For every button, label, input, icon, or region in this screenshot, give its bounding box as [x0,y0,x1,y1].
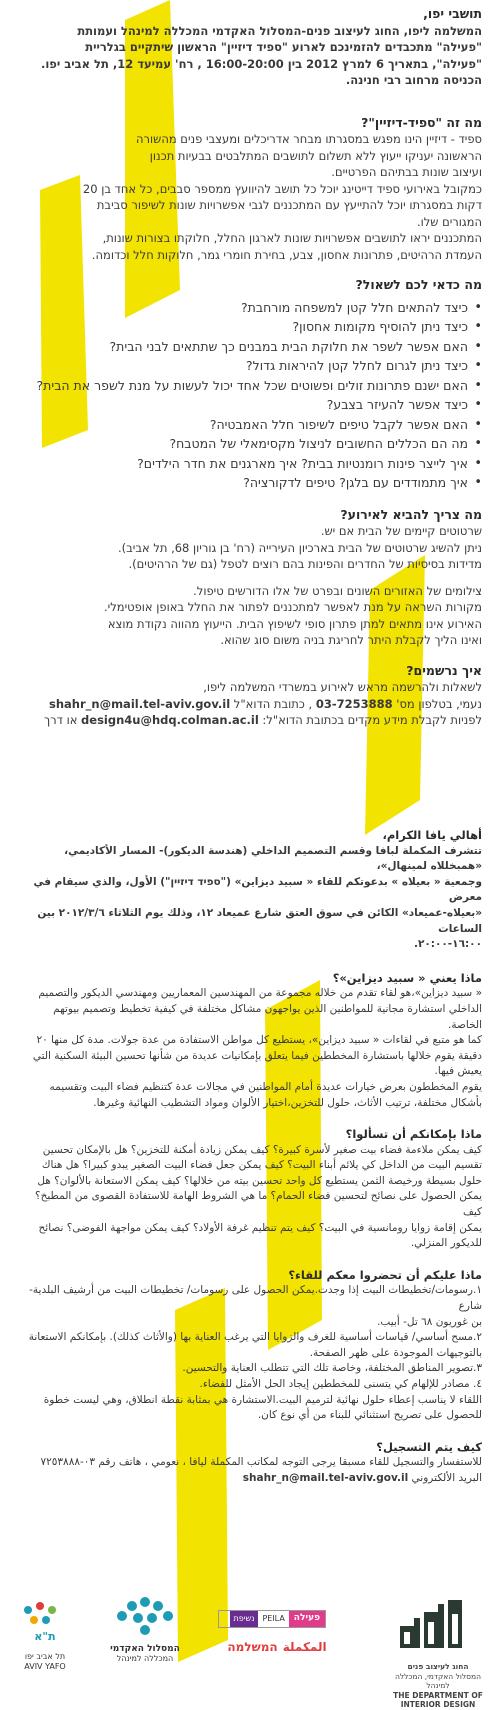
list-item: • כיצד אפשר להעיזר בצבע? [18,395,482,415]
peila-logo [218,1610,326,1634]
he-paragraph-line: המתכננים יראו לתושבים אפשרויות שונות לארגון החלל, חלוקתו בצורות שונות, [102,231,482,245]
he-register-line [18,696,482,713]
list-item: • כיצד ניתן לגרום לחלל קטן להיראות גדול? [18,356,482,376]
he-register-text: או דרך [43,713,82,727]
he-paragraph-line: ספיד - דיזיין הינו מפגש במסגרתו מבחר אדריכלים ומעצבי פנים מהשורה [136,132,482,146]
tlv-en: AVIV YAFO [24,1662,66,1671]
hebrew-section [18,6,482,729]
peila-tag: נשיפת [230,1611,259,1627]
list-item: • איך מתמודדים עם בלגן? טיפים לדקורציה? [18,473,482,493]
ar-intro-line: ١٦:٠٠-٢٠:٠٠. [413,938,482,951]
email-link[interactable]: shahr_n@mail.tel-aviv.gov.il [242,1471,409,1484]
he-paragraph-line: דקות במסגרתו יוכל להתייעץ עם המתכננים לגבי אפשרויות שונות לשיפור סביבת [96,198,482,212]
he-paragraph-line: הראשונה יעניקו ייעוץ ללא תשלום לתושבים המתלבטים בבעיות תכנון [149,148,482,163]
he-register-text: , כתובת הדוא"ל [230,696,316,711]
he-paragraph-line: המגורים שלו. [416,214,482,229]
list-item: • האם אפשר לשפר את חלוקת הבית במבנים כך שתתאים לבני הבית? [18,337,482,357]
list-item: • האם ישנם פתרונות זולים ופשוטים שכל אחד יכול לעשות על מנת לשפר את הבית? [18,376,482,396]
academic-logo-text [100,1644,190,1664]
dept-en-2: INTERIOR DESIGN [400,1700,476,1709]
he-paragraph-line: ואינו הליך לקבלת היתר לחריגת בניה משום סוג שהוא. [220,633,482,647]
ar-paragraph-line: يعيش فيها. [434,1065,482,1078]
ar-register-title: كيف يتم التسجيل؟ [376,1439,482,1454]
he-paragraph-line: ניתן להשיג שרטוטים של הבית בארכיון העירייה (רח' בן גוריון 68, תל אביב). [117,540,482,555]
ar-paragraph-line: يمكن الحصول على نصائح لتحسين فضاء الحمام؟ ما هي الشروط الهامة للاستفادة القصوى من المطبخ؟ كيف [35,1190,482,1219]
ar-paragraph-line: كيف يمكن ملاءمة فضاء بيت صغير لأسرة كبيرة؟ كيف يمكن زيادة أمكنة للتخزين؟ هل بالإمكان تحسين [42,1143,482,1156]
he-paragraph-line: כמקובל באירועי ספיד דייטינג יוכל כל תושב להיוועץ ממספר סבבים, כל אחד בן 20 [82,181,482,196]
he-register-text: נעמי, בטלפון מס' [392,696,482,711]
he-register-title: איך נרשמים? [406,662,482,678]
interior-design-logo [392,1592,472,1656]
ar-intro-line: وجمعية « بعيلاه » بدعوتكم للقاء « سبيد ديزاين» ("ספיד דיזיין") الأول، والذي سيقام في معرض [33,875,482,904]
dept-he-1: החוג לעיצוב פנים [407,1662,469,1671]
list-item: • מה הם הכללים החשובים לניצול מקסימאלי של המטבח? [18,434,482,454]
ar-register-line: للاستفسار والتسجيل للقاء مسبقا يرجى التوجه لمكاتب المكملة ليافا ، نعومي ، هاتف رقم ٠٣-٧٢٥٣٨٨٨ [40,1456,482,1469]
arabic-section [18,828,482,1487]
ar-paragraph-line: اللقاء لا يناسب إعطاء حلول نهائية لترميم البيت.الاستشارة هي بمثابة نقطة انطلاق، وهي ليست خطوة [43,1393,482,1406]
ar-paragraph-line: الداخلي استشارة مجانية للمواطنين الذين يواجهون مشاكل مختلفة في كيفية تخطيط وتصميم بيوتهم [53,1002,482,1015]
he-paragraph-line: מדידות בסיסיות של החדרים והפינות בהם רוצים לטפל (גם של הרהיטים). [128,557,482,571]
he-register-text: לפניות לקבלת מידע מקדים בכתובת הדוא"ל: [258,713,482,727]
ar-register-line [18,1471,482,1487]
ar-paragraph-line: الخاصة. [448,1018,482,1031]
academic-he-1: המסלול האקדמי [110,1644,180,1654]
peila-he: פעילה [289,1611,325,1627]
list-item: • האם אפשר לקבל טיפים לשיפור חלל האמבטיה? [18,415,482,435]
he-paragraph-line: העמדת הרהיטים, פתרונות אחסון, צבע, בחירת חומרי גמר, חלוקות חלל וכדומה. [91,247,482,262]
he-intro-line: הכניסה מרחוב רבי חנינה. [345,73,482,87]
he-paragraph-line: צילומים של האזורים השונים ובפרט של אלו הדורשים טיפול. [193,583,482,598]
tlv-logo-text [14,1652,76,1672]
ar-paragraph-line: للديكور المنزلي. [410,1237,482,1250]
he-intro-line: המשלמה ליפו, החוג לעיצוב פנים-המסלול האקדמי המכללה למינהל ועמותת [77,23,482,38]
ar-register-text: البريد الألكتروني [408,1471,482,1484]
he-what-title: מה זה "ספיד-דיזיין"? [361,114,482,130]
ar-paragraph-line: « سبيد ديزاين»،هو لقاء تقدم من خلاله مجموعة من المهندسين المعماريين ومهندسي الديكور والتصميم [38,987,482,1000]
ar-paragraph-line: كما هو متبع في لقاءات « سبيد ديزاين»، يستطيع كل مواطن الاستفادة من عدة جولات. مدة كل منها ٢٠ [36,1034,482,1047]
ar-paragraph-line: بن غوريون ٦٨ تل- أبيب. [377,1315,482,1328]
he-questions-list [18,298,482,493]
ar-ask-title: ماذا بإمكانكم أن تسألوا؟ [345,1127,482,1142]
ar-intro-line: «بعيلاه-عميعاد» الكائن في سوق العتق شارع عميعاد ١٢، وذلك يوم الثلاثاء ٢٠١٢/٣/٦ بين الساعات [37,906,482,935]
list-item: • כיצד להתאים חלל קטן למשפחה מורחבת? [18,298,482,318]
list-item: • כיצד ניתן להוסיף מקומות אחסון? [18,317,482,337]
ar-paragraph-line: بالتوجيهات الموجودة على ظهر الصفحة. [309,1346,482,1359]
academic-he-2: המכללה למינהל [116,1654,174,1663]
he-bring-title: מה צריך להביא לאירוע? [340,506,482,522]
he-paragraph-line: מקורות השראה על מנת לאפשר למתכננים לפתור את החלל באופן אופטימלי. [104,600,482,614]
ar-paragraph-line: دقيقة يقوم خلالها باستشارة المخططين فيما يتعلق بإمكانيات عديدة من شأنها تحسين البيئة السكنية التي [32,1049,482,1062]
email-link[interactable]: shahr_n@mail.tel-aviv.gov.il [48,696,231,711]
mishlama-he: המשלמה [227,1640,278,1654]
dept-he-2: המסלול האקדמי, המכללה למינהל [394,1671,482,1690]
ar-bring-title: ماذا عليكم أن تحضروا معكم للقاء؟ [288,1267,482,1282]
he-paragraph-line: האירוע אינו מתאים למתן פתרון סופי לשיפוץ הבית. הייעוץ מהווה נקודת מוצא [107,616,482,631]
ar-paragraph-line: بأشكال مختلفة، ترتيب الأثاث، حلول للتخزين،اختيار الألوان ومواد التشطيب النهائية وغيرها. [93,1096,482,1109]
tel-aviv-yafo-logo [14,1596,76,1671]
dept-en-1: THE DEPARTMENT OF [393,1690,483,1700]
list-item: • איך לייצר פינות רומנטיות בבית? איך מארגנים את חדר הילדים? [18,454,482,474]
he-paragraph-line: ועיצוב שונות בבתיהם הפרטיים. [331,165,482,179]
academic-track-logo [100,1592,190,1672]
he-ask-title: מה כדאי לכם לשאול? [355,277,482,292]
ar-paragraph-line: يقوم المخططون بعرض خيارات عديدة أمام المواطنين في مجالات عدة كتنظيم فضاء البيت وتقسيمه [49,1080,482,1093]
he-intro-line: "פעילה", בתאריך 6 למרץ 2012 בין 16:00-20:00 , רח' עמיעד 12, תל אביב יפו. [40,56,482,71]
ar-paragraph-line: ٢.مسح أساسي/ قياسات أساسية للغرف والزوايا التي يرغب العناية بها (والأثاث كذلك). بإمكانكم الاستعانة [28,1331,482,1344]
ar-paragraph-line: حلول بسيطة ورخيصة الثمن يستطيع كل واحد تحسين بيته من خلالها؟ كيف يمكن الاستعانة بالألوان؟ هل [37,1174,482,1187]
he-greeting: תושבי יפו, [423,6,482,21]
he-register-line [18,712,482,729]
ar-greeting: أهالي يافا الكرام، [382,828,482,842]
he-intro-line: "פעילה" מתכבדים להזמינכם לארוע "ספיד דיזיין" הראשון שיתקיים בגלריית [85,40,482,54]
ar-paragraph-line: تقسيم البيت من الداخل كي يلائم أبناء البيت؟ كيف يمكن جعل فضاء البيت الصغير يبدو كبيرا؟ هل هناك [41,1159,482,1172]
he-register-line: לשאלות ולהרשמה מראש לאירוע במשרדי המשלמה ליפו, [203,680,482,694]
mishlama-makmala-logo [222,1636,332,1670]
ar-paragraph-line: يمكن إقامة زوايا رومانسية في البيت؟ كيف يتم تنظيم غرفة الأولاد؟ كيف يمكن مواجهة الفوضى؟ نصائح [38,1221,482,1234]
he-paragraph-line: שרטוטים קיימים של הבית אם יש. [320,524,482,538]
peila-en: PEILA [258,1611,288,1627]
ar-paragraph-line: ٣.تصوير المناطق المختلفة، وخاصة تلك التي تتطلب العناية والتحسين. [182,1362,482,1375]
email-link[interactable]: design4u@hdq.colman.ac.il [81,713,259,727]
svg-text:ת"א: ת"א [34,1630,56,1643]
makmala-ar: المكملة [282,1640,327,1654]
ar-intro-line: تتشرف المكملة لبافا وقسم التصميم الداخلي (هندسة الديكور)- المسار الأكاديمي، «همبخللاه لمينهال»، [64,844,482,873]
tlv-he: תל אביב יפו [24,1652,66,1661]
ar-paragraph-line: ١.رسومات/تخطيطات البيت إذا وجدت.يمكن الحصول على رسومات/ تخطيطات البيت من أرشيف البلدية- شارع [29,1284,482,1313]
phone-number: 03-7253888 [315,696,393,711]
ar-paragraph-line: للحصول على تصريح استثنائي للبناء من أي نوع كان. [257,1409,482,1422]
department-text [390,1662,486,1710]
footer-logos [0,1588,500,1709]
ar-what-title: ماذا يعني « سبيد ديزاين»؟ [332,970,482,985]
ar-paragraph-line: ٤. مصادر للإلهام كي يتسنى للمخططين إيجاد الحل الأمثل للفضاء. [199,1378,482,1390]
